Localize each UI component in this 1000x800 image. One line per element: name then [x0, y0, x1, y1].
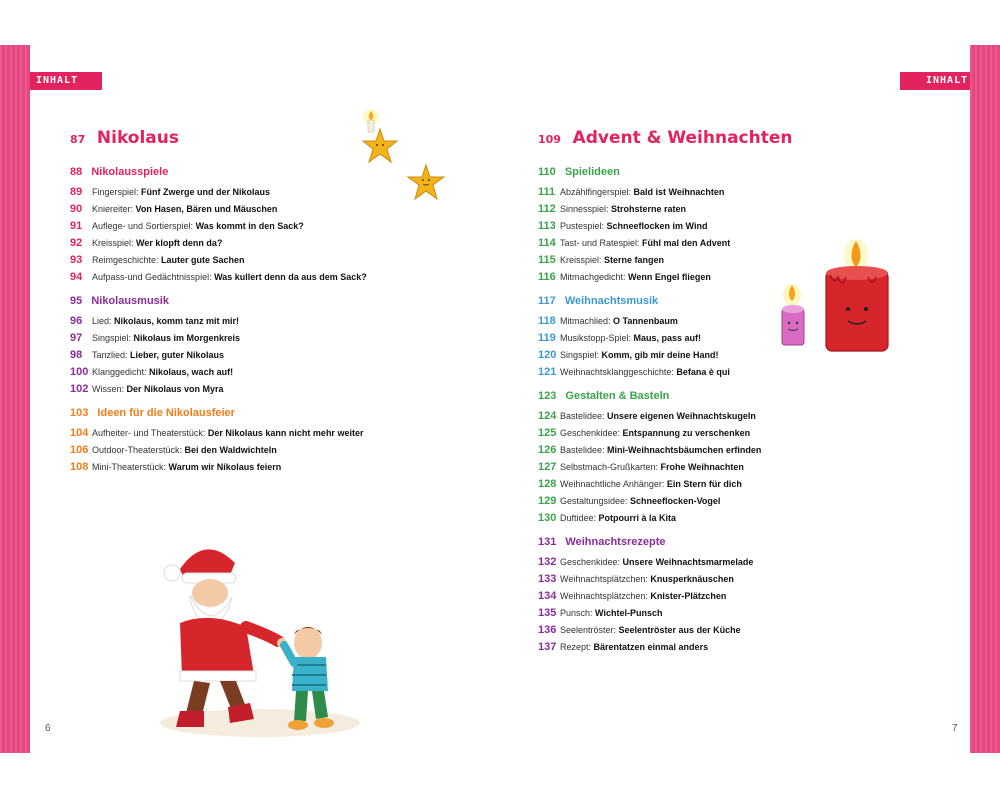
entry-type: Auflege- und Sortierspiel: — [92, 221, 196, 231]
toc-entry[interactable] — [70, 364, 390, 381]
header-tab-left: INHALT — [30, 72, 102, 90]
entry-title: Wichtel-Punsch — [595, 608, 663, 618]
entry-type: Fingerspiel: — [92, 187, 142, 197]
entry-type: Musikstopp-Spiel: — [560, 333, 634, 343]
section-title: Ideen für die Nikolausfeier — [97, 407, 235, 419]
toc-entry[interactable] — [538, 408, 868, 425]
entry-page-number: 113 — [538, 220, 556, 232]
section-heading — [538, 531, 868, 554]
entry-type: Bastelidee: — [560, 445, 608, 455]
candles-illustration — [764, 237, 906, 359]
entry-title: Strohsterne raten — [611, 204, 687, 214]
entry-title: Sterne fangen — [604, 255, 665, 265]
entry-type: Weihnachtsplätzchen: — [560, 574, 651, 584]
entry-type: Bastelidee: — [560, 411, 608, 421]
toc-entry[interactable] — [538, 442, 868, 459]
toc-entry[interactable] — [70, 425, 390, 442]
toc-entry[interactable] — [70, 442, 390, 459]
entry-title: Entspannung zu verschenken — [622, 428, 751, 438]
toc-entry[interactable] — [538, 476, 868, 493]
entry-title: O Tannenbaum — [613, 316, 678, 326]
entry-title: Frohe Weihnachten — [660, 462, 744, 472]
entry-page-number: 120 — [538, 349, 557, 361]
entry-type: Mitmachlied: — [560, 316, 614, 326]
entry-title: Was kullert denn da aus dem Sack? — [214, 272, 367, 282]
toc-entry[interactable] — [70, 235, 390, 252]
entry-type: Tast- und Ratespiel: — [560, 238, 643, 248]
section-heading — [70, 402, 390, 425]
entry-title: Nikolaus, wach auf! — [149, 367, 234, 377]
entry-page-number: 125 — [538, 427, 557, 439]
chapter-title: Nikolaus — [96, 128, 179, 148]
entry-title: Befana è qui — [676, 367, 730, 377]
toc-entry[interactable] — [538, 571, 868, 588]
entry-page-number: 104 — [70, 427, 89, 439]
entry-page-number: 133 — [538, 573, 557, 585]
entry-page-number: 96 — [70, 315, 83, 327]
entry-page-number: 102 — [70, 383, 89, 395]
entry-type: Weihnachtliche Anhänger: — [560, 479, 667, 489]
entry-page-number: 91 — [70, 220, 83, 232]
section-title: Weihnachtsmusik — [564, 295, 659, 307]
section-page-number: 88 — [70, 166, 83, 178]
section-page-number: 123 — [538, 390, 557, 402]
entry-type: Punsch: — [560, 608, 596, 618]
page-number-right: 7 — [952, 723, 958, 734]
toc-entry[interactable] — [70, 330, 390, 347]
section-page-number: 95 — [70, 295, 83, 307]
section-title: Gestalten & Basteln — [565, 390, 670, 402]
section-heading — [538, 161, 868, 184]
entry-page-number: 93 — [70, 254, 83, 266]
toc-entry[interactable] — [70, 184, 390, 201]
entry-page-number: 118 — [538, 315, 556, 327]
toc-entry[interactable] — [538, 588, 868, 605]
chapter-page-number: 109 — [538, 133, 561, 146]
entry-page-number: 100 — [70, 366, 89, 378]
toc-entry[interactable] — [70, 201, 390, 218]
entry-type: Mini-Theaterstück: — [92, 462, 169, 472]
entry-page-number: 112 — [538, 203, 556, 215]
entry-title: Seelentröster aus der Küche — [618, 625, 741, 635]
toc-entry[interactable] — [538, 184, 868, 201]
book-spread — [0, 45, 1000, 753]
entry-page-number: 135 — [538, 607, 557, 619]
entry-type: Weihnachtsplätzchen: — [560, 591, 651, 601]
entry-title: Der Nikolaus kann nicht mehr weiter — [207, 428, 364, 438]
entry-type: Kreisspiel: — [92, 238, 137, 248]
toc-entry[interactable] — [538, 622, 868, 639]
entry-title: Wenn Engel fliegen — [628, 272, 711, 282]
entry-page-number: 97 — [70, 332, 83, 344]
toc-left — [70, 127, 390, 476]
entry-page-number: 106 — [70, 444, 89, 456]
entry-type: Kniereiter: — [92, 204, 136, 214]
entry-page-number: 137 — [538, 641, 557, 653]
entry-title: Unsere Weihnachtsmarmelade — [622, 557, 754, 567]
santa-and-child-illustration — [150, 535, 370, 745]
toc-entry[interactable] — [538, 218, 868, 235]
entry-type: Pustespiel: — [560, 221, 607, 231]
entry-type: Weihnachtsklanggeschichte: — [560, 367, 677, 377]
entry-type: Seelentröster: — [560, 625, 619, 635]
section-page-number: 103 — [70, 407, 89, 419]
entry-type: Outdoor-Theaterstück: — [92, 445, 185, 455]
section-heading — [70, 290, 390, 313]
toc-entry[interactable] — [538, 554, 868, 571]
entry-type: Aufheiter- und Theaterstück: — [92, 428, 208, 438]
entry-type: Singspiel: — [560, 350, 602, 360]
entry-page-number: 130 — [538, 512, 557, 524]
right-edge-strip — [970, 45, 1000, 753]
entry-title: Bärentatzen einmal anders — [593, 642, 709, 652]
entry-title: Mini-Weihnachtsbäumchen erfinden — [607, 445, 762, 455]
entry-type: Aufpass-und Gedächtnisspiel: — [92, 272, 215, 282]
entry-title: Der Nikolaus von Myra — [126, 384, 224, 394]
entry-title: Fünf Zwerge und der Nikolaus — [141, 187, 271, 197]
entry-title: Wer klopft denn da? — [136, 238, 223, 248]
toc-entry[interactable] — [70, 381, 390, 398]
entry-type: Selbstmach-Grußkarten: — [560, 462, 661, 472]
chapter-title: Advent & Weihnachten — [572, 128, 793, 148]
header-tab-right: INHALT — [900, 72, 970, 90]
entry-page-number: 126 — [538, 444, 557, 456]
entry-type: Lied: — [92, 316, 115, 326]
entry-type: Mitmachgedicht: — [560, 272, 629, 282]
entry-type: Sinnesspiel: — [560, 204, 612, 214]
toc-entry[interactable] — [70, 218, 390, 235]
toc-entry[interactable] — [538, 425, 868, 442]
entry-page-number: 92 — [70, 237, 83, 249]
entry-title: Unsere eigenen Weihnachtskugeln — [607, 411, 756, 421]
toc-entry[interactable] — [538, 364, 868, 381]
entry-type: Tanzlied: — [92, 350, 131, 360]
entry-type: Klanggedicht: — [92, 367, 150, 377]
entry-type: Rezept: — [560, 642, 594, 652]
entry-title: Maus, pass auf! — [633, 333, 702, 343]
toc-entry[interactable] — [70, 313, 390, 330]
entry-page-number: 129 — [538, 495, 557, 507]
entry-page-number: 94 — [70, 271, 83, 283]
entry-page-number: 98 — [70, 349, 83, 361]
section-page-number: 110 — [538, 166, 556, 178]
entry-title: Von Hasen, Bären und Mäuschen — [135, 204, 278, 214]
entry-page-number: 136 — [538, 624, 557, 636]
entry-type: Gestaltungsidee: — [560, 496, 631, 506]
entry-title: Komm, gib mir deine Hand! — [601, 350, 719, 360]
entry-title: Lauter gute Sachen — [161, 255, 245, 265]
entry-page-number: 119 — [538, 332, 556, 344]
entry-page-number: 115 — [538, 254, 556, 266]
entry-page-number: 89 — [70, 186, 83, 198]
entry-title: Bei den Waldwichteln — [184, 445, 277, 455]
entry-title: Lieber, guter Nikolaus — [130, 350, 225, 360]
chapter-heading — [70, 127, 390, 157]
entry-title: Ein Stern für dich — [666, 479, 742, 489]
entry-title: Nikolaus, komm tanz mit mir! — [114, 316, 240, 326]
toc-entry[interactable] — [538, 510, 868, 527]
entry-title: Potpourri à la Kita — [598, 513, 677, 523]
entry-page-number: 132 — [538, 556, 557, 568]
section-page-number: 131 — [538, 536, 557, 548]
section-title: Nikolausmusik — [91, 295, 169, 307]
section-page-number: 117 — [538, 295, 556, 307]
entry-title: Bald ist Weihnachten — [633, 187, 725, 197]
entry-page-number: 128 — [538, 478, 557, 490]
entry-type: Wissen: — [92, 384, 127, 394]
entry-page-number: 127 — [538, 461, 557, 473]
entry-page-number: 121 — [538, 366, 557, 378]
toc-entry[interactable] — [70, 269, 390, 286]
entry-title: Warum wir Nikolaus feiern — [168, 462, 282, 472]
toc-entry[interactable] — [70, 459, 390, 476]
star-candle-icon — [354, 107, 406, 171]
section-heading — [538, 385, 868, 408]
section-title: Nikolausspiele — [91, 166, 169, 178]
section-title: Spielideen — [564, 166, 620, 178]
entry-type: Kreisspiel: — [560, 255, 605, 265]
entry-type: Duftidee: — [560, 513, 599, 523]
entry-type: Geschenkidee: — [560, 557, 623, 567]
entry-type: Singspiel: — [92, 333, 134, 343]
toc-entry[interactable] — [538, 201, 868, 218]
toc-entry[interactable] — [538, 605, 868, 622]
entry-title: Was kommt in den Sack? — [195, 221, 304, 231]
toc-entry[interactable] — [538, 639, 868, 656]
star-icon — [404, 163, 448, 203]
entry-page-number: 134 — [538, 590, 557, 602]
entry-page-number: 90 — [70, 203, 83, 215]
entry-page-number: 116 — [538, 271, 556, 283]
entry-title: Schneeflocken im Wind — [606, 221, 708, 231]
entry-type: Geschenkidee: — [560, 428, 623, 438]
chapter-heading — [538, 127, 868, 157]
entry-type: Reimgeschichte: — [92, 255, 162, 265]
section-heading — [70, 161, 390, 184]
toc-right — [538, 127, 868, 656]
section-title: Weihnachtsrezepte — [565, 536, 666, 548]
toc-entry[interactable] — [538, 459, 868, 476]
entry-page-number: 124 — [538, 410, 557, 422]
entry-page-number: 114 — [538, 237, 556, 249]
page-number-left: 6 — [45, 723, 51, 734]
toc-entry[interactable] — [70, 347, 390, 364]
entry-page-number: 111 — [538, 186, 556, 198]
entry-page-number: 108 — [70, 461, 89, 473]
entry-title: Knusperknäuschen — [650, 574, 734, 584]
entry-title: Fühl mal den Advent — [642, 238, 731, 248]
chapter-page-number: 87 — [70, 133, 86, 146]
entry-title: Nikolaus im Morgenkreis — [133, 333, 241, 343]
entry-title: Knister-Plätzchen — [650, 591, 727, 601]
entry-title: Schneeflocken-Vogel — [630, 496, 721, 506]
entry-type: Abzählfingerspiel: — [560, 187, 634, 197]
toc-entry[interactable] — [70, 252, 390, 269]
left-edge-strip — [0, 45, 30, 753]
toc-entry[interactable] — [538, 493, 868, 510]
